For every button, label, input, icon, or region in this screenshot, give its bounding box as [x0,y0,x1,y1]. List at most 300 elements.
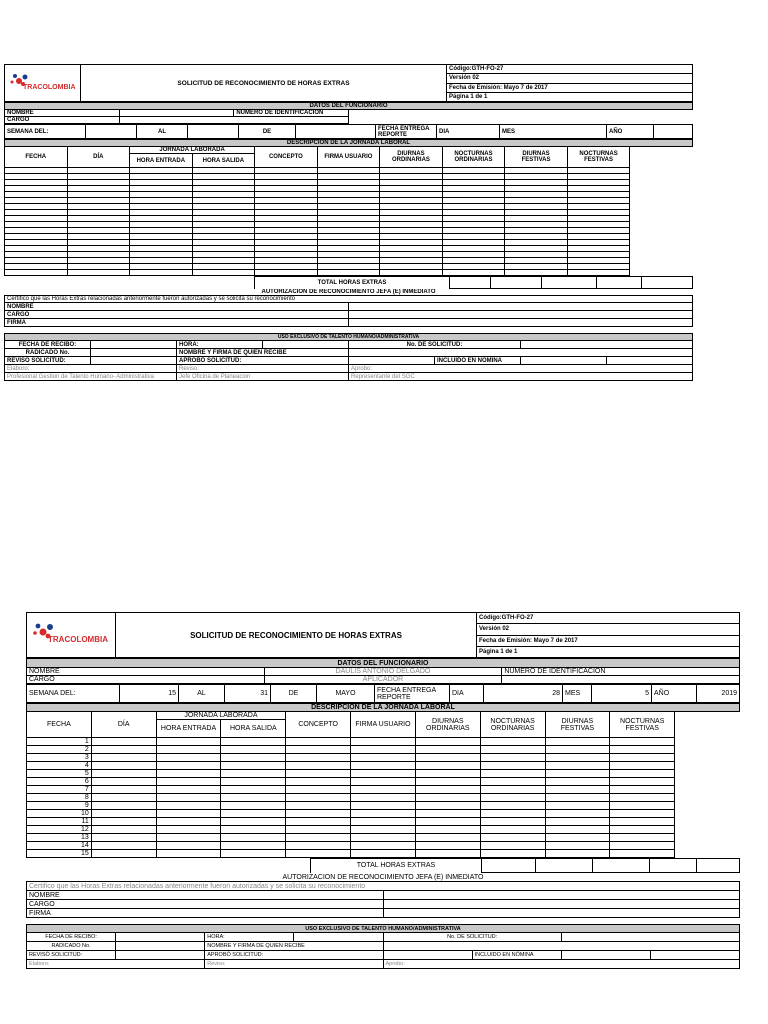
table-cell[interactable] [610,762,675,770]
table-cell[interactable] [545,826,610,834]
table-cell[interactable] [192,270,255,276]
table-cell[interactable] [221,850,286,858]
label-dia: DIA [437,125,500,139]
form2-jefe-firma[interactable] [383,909,740,918]
label-anio: AÑO [607,125,654,139]
table-cell[interactable] [415,842,480,850]
table-cell[interactable] [415,754,480,762]
label-hora: HORA: [177,341,263,349]
table-cell[interactable] [91,786,156,794]
logo2 [27,613,116,658]
table-cell[interactable] [610,738,675,746]
form2-label-hora: HORA: [205,933,294,942]
table-cell[interactable] [156,778,221,786]
row-number[interactable]: 15 [27,850,92,858]
total-nocturnas-fest[interactable] [642,277,693,289]
table-cell[interactable] [91,778,156,786]
form2-id-value[interactable] [502,676,740,684]
label-semana: SEMANA DEL: [5,125,86,139]
table-cell[interactable] [221,786,286,794]
table-cell[interactable] [610,794,675,802]
table-cell[interactable] [480,778,545,786]
form2-label-nombre-firma: NOMBRE Y FIRMA DE QUIEN RECIBE [205,942,383,951]
table-cell[interactable] [567,270,630,276]
table-cell[interactable] [545,778,610,786]
table-cell[interactable] [91,834,156,842]
table-cell[interactable] [91,850,156,858]
table-cell[interactable] [415,834,480,842]
table-cell[interactable] [156,818,221,826]
table-cell[interactable] [545,786,610,794]
table-cell[interactable] [480,794,545,802]
table-cell[interactable] [286,826,351,834]
table-cell[interactable] [91,802,156,810]
incluido-no[interactable] [607,357,693,365]
table-cell[interactable] [480,770,545,778]
table-cell[interactable] [610,842,675,850]
col-dia: DÍA [67,147,130,168]
semana-row [4,124,693,139]
table-cell[interactable] [610,826,675,834]
form2-col-dia: DÍA [91,712,156,738]
total-nocturnas-ord[interactable] [542,277,597,289]
label-jefe-firma: FIRMA [5,319,349,327]
table-cell[interactable] [351,770,416,778]
table-cell[interactable] [286,770,351,778]
blank-form [4,64,693,381]
table-cell[interactable] [351,778,416,786]
table-cell[interactable] [415,818,480,826]
table-cell[interactable] [545,834,610,842]
table-cell[interactable] [610,778,675,786]
table-cell[interactable] [545,850,610,858]
table-cell[interactable] [156,826,221,834]
form2-col-nocturnas-festivas: NOCTURNAS FESTIVAS [610,712,675,738]
table-row [27,794,740,802]
form2-uso [26,924,740,969]
table-cell[interactable] [221,754,286,762]
row-number[interactable]: 1 [27,738,92,746]
col-nocturnas-ordinarias: NOCTURNAS ORDINARIAS [442,147,505,168]
row-number[interactable]: 13 [27,834,92,842]
form2-label-aprobo-sig: Aprobo: [383,960,740,969]
table-cell[interactable] [415,738,480,746]
label-incluido: INCLUIDO EN NÓMINA [435,357,521,365]
form2-label-fecha-entrega: FECHA ENTREGA REPORTE [375,685,450,703]
table-cell[interactable] [545,794,610,802]
table-cell[interactable] [286,762,351,770]
table-row [27,810,740,818]
label-fecha-entrega: FECHA ENTREGA REPORTE [376,125,437,139]
label-aprobo-sig: Aprobo: [349,365,693,373]
form2-anio-value[interactable]: 2019 [697,685,740,703]
form2-total [26,858,740,873]
form2-total-diurnas-fest[interactable] [650,859,697,873]
meta-code: Código:GTH-FO-27 [447,65,693,74]
table-row [27,762,740,770]
datos-funcionario [4,102,693,124]
cargo-field[interactable] [119,117,348,124]
form2-semana [26,684,740,703]
table-cell[interactable] [286,834,351,842]
table-cell[interactable] [351,850,416,858]
form2-section-datos: DATOS DEL FUNCIONARIO [27,659,740,668]
table-cell[interactable] [351,746,416,754]
table-cell[interactable] [610,754,675,762]
table-cell[interactable] [286,786,351,794]
col-diurnas-festivas: DIURNAS FESTIVAS [505,147,568,168]
table-cell[interactable] [480,738,545,746]
table-cell[interactable] [91,794,156,802]
table-cell[interactable] [156,762,221,770]
form-header [4,64,693,102]
table-cell[interactable] [286,746,351,754]
aprobo-field[interactable] [349,357,435,365]
table-cell[interactable] [480,802,545,810]
form2-label-id: NUMERO DE IDENTIFICACION [502,668,740,676]
logo-text: TRACOLOMBIA [23,84,76,91]
form2-radicado[interactable] [116,942,205,951]
form2-header [26,612,740,658]
filled-form [26,612,740,969]
meta-page: Página 1 de 1 [447,92,693,101]
table-cell[interactable] [610,834,675,842]
table-cell[interactable] [351,762,416,770]
table-cell[interactable] [610,850,675,858]
table-cell[interactable] [442,270,505,276]
table-cell[interactable] [91,810,156,818]
col-hora-entrada: HORA ENTRADA [130,154,193,168]
form2-mes-semana[interactable]: MAYO [317,685,375,703]
form2-datos [26,658,740,684]
row-number[interactable]: 12 [27,826,92,834]
table-cell[interactable] [156,786,221,794]
row-number[interactable]: 3 [27,754,92,762]
col-firma-usuario: FIRMA USUARIO [317,147,380,168]
form2-total-nocturnas-fest[interactable] [697,859,740,873]
table-cell[interactable] [480,786,545,794]
row-number[interactable]: 9 [27,802,92,810]
table-cell[interactable] [351,842,416,850]
hora-field[interactable] [263,341,349,349]
form2-section-uso: USO EXCLUSIVO DE TALENTO HUMANO/ADMINISTRATIVA [27,925,740,933]
form2-no-solicitud[interactable] [561,933,739,942]
table-cell[interactable] [156,850,221,858]
table-cell[interactable] [415,802,480,810]
total-spacer [4,277,255,289]
row-number[interactable]: 4 [27,762,92,770]
form2-semana-al[interactable]: 31 [225,685,271,703]
table-cell[interactable] [255,270,318,276]
form2-col-diurnas-ordinarias: DIURNAS ORDINARIAS [415,712,480,738]
row-number[interactable]: 8 [27,794,92,802]
meta-date: Fecha de Emisión: Mayo 7 de 2017 [447,83,693,92]
jornada-table [4,139,693,276]
form2-jefe-nombre[interactable] [383,891,740,900]
table-cell[interactable] [480,746,545,754]
form2-hora[interactable] [294,933,383,942]
label-nombre: NOMBRE [5,110,120,117]
table-row [27,802,740,810]
table-cell[interactable] [610,746,675,754]
no-solicitud-field[interactable] [521,341,693,349]
nombre-firma-field[interactable] [349,349,693,357]
table-cell[interactable] [545,842,610,850]
table-cell[interactable] [91,762,156,770]
autorizacion [4,289,693,327]
table-cell[interactable] [221,842,286,850]
elaboro-name: Profesional Gestion de Talento Humano- Administrativa [5,373,177,381]
form2-col-firma-usuario: FIRMA USUARIO [351,712,416,738]
meta2-date: Fecha de Emisión: Mayo 7 de 2017 [477,635,740,646]
form2-col-jornada: JORNADA LABORADA [156,712,286,720]
table-row [27,754,740,762]
form2-label-no-solicitud: No. DE SOLICITUD: [383,933,561,942]
table-cell[interactable] [286,738,351,746]
fecha-recibo-field[interactable] [91,341,177,349]
form2-col-nocturnas-ordinarias: NOCTURNAS ORDINARIAS [480,712,545,738]
table-cell[interactable] [545,802,610,810]
table-cell[interactable] [480,850,545,858]
form2-fecha-recibo[interactable] [116,933,205,942]
table-cell[interactable] [351,810,416,818]
semana-del-field[interactable] [86,125,137,139]
table-cell[interactable] [351,802,416,810]
row-number[interactable]: 14 [27,842,92,850]
table-cell[interactable] [286,794,351,802]
label-aprobo: APROBÓ SOLICITUD: [177,357,349,365]
label-jefe-cargo: CARGO [5,311,349,319]
label-reviso: REVISÓ SOLICITUD: [5,357,91,365]
incluido-si[interactable] [521,357,607,365]
form2-total-diurnas-ord[interactable] [536,859,593,873]
table-cell[interactable] [480,826,545,834]
form2-label-nombre: NOMBRE [27,668,265,676]
table-cell[interactable] [156,738,221,746]
form2-total-firma[interactable] [482,859,536,873]
form2-mes-value[interactable]: 5 [592,685,652,703]
table-cell[interactable] [351,794,416,802]
table-cell[interactable] [351,834,416,842]
table-cell[interactable] [156,842,221,850]
meta-version: Versión 02 [447,74,693,83]
table-cell[interactable] [221,770,286,778]
form2-col-hora-entrada: HORA ENTRADA [156,720,221,738]
nombre-field[interactable] [119,110,234,117]
row-number[interactable]: 2 [27,746,92,754]
row-number[interactable]: 6 [27,778,92,786]
table-cell[interactable] [415,770,480,778]
table-cell[interactable] [415,762,480,770]
table-cell[interactable] [480,834,545,842]
total-firma[interactable] [450,277,491,289]
form2-incluido-no[interactable] [650,951,739,960]
form2-col-concepto: CONCEPTO [286,712,351,738]
table-cell[interactable] [5,270,68,276]
table-cell[interactable] [221,818,286,826]
form2-jefe-cargo[interactable] [383,900,740,909]
table-cell[interactable] [480,842,545,850]
total-diurnas-fest[interactable] [597,277,642,289]
total-diurnas-ord[interactable] [491,277,542,289]
table-cell[interactable] [286,810,351,818]
form2-nombre-firma[interactable] [383,942,740,951]
table-cell[interactable] [286,802,351,810]
table-row [27,738,740,746]
form2-total-nocturnas-ord[interactable] [593,859,650,873]
form2-label-mes: MES [563,685,592,703]
table-cell[interactable] [91,842,156,850]
table-cell[interactable] [156,802,221,810]
label-radicado: RADICADO No. [5,349,91,357]
row-number[interactable]: 5 [27,770,92,778]
form2-cargo-value[interactable]: APLICADOR [264,676,502,684]
jefe-cargo-field[interactable] [349,311,693,319]
form2-title: SOLICITUD DE RECONOCIMIENTO DE HORAS EXTRAS [116,613,477,658]
table-cell[interactable] [91,754,156,762]
table-cell[interactable] [351,786,416,794]
table-cell[interactable] [156,754,221,762]
table-cell[interactable] [286,842,351,850]
table-cell[interactable] [221,746,286,754]
table-cell[interactable] [610,770,675,778]
table-cell[interactable] [480,810,545,818]
meta2-page: Página 1 de 1 [477,646,740,657]
form2-label-aprobo: APROBÓ SOLICITUD: [205,951,383,960]
table-cell[interactable] [480,754,545,762]
form2-label-elaboro: Elaboro: [27,960,205,969]
form2-col-hora-salida: HORA SALIDA [221,720,286,738]
form2-label-reviso-sig: Reviso: [205,960,383,969]
anio-field[interactable] [654,125,693,139]
table-cell[interactable] [415,826,480,834]
form2-total-label: TOTAL HORAS EXTRAS [311,859,482,873]
table-cell[interactable] [156,770,221,778]
table-cell[interactable] [286,850,351,858]
form2-aprobo[interactable] [383,951,472,960]
form2-dia-value[interactable]: 28 [484,685,563,703]
table-cell[interactable] [156,810,221,818]
form2-label-anio: AÑO [652,685,697,703]
table-cell[interactable] [545,762,610,770]
table-cell[interactable] [610,802,675,810]
table-cell[interactable] [505,270,568,276]
table-cell[interactable] [545,754,610,762]
form2-incluido-si[interactable] [561,951,650,960]
table-cell[interactable] [221,778,286,786]
table-cell[interactable] [545,810,610,818]
table-cell[interactable] [221,794,286,802]
table-row [27,818,740,826]
col-concepto: CONCEPTO [255,147,318,168]
table-cell[interactable] [221,834,286,842]
jefe-firma-field[interactable] [349,319,693,327]
jefe-nombre-field[interactable] [349,303,693,311]
label-nombre-firma: NOMBRE Y FIRMA DE QUIEN RECIBE [177,349,349,357]
meta2-version: Versión 02 [477,624,740,635]
table-cell[interactable] [351,826,416,834]
form2-label-jefe-firma: FIRMA [27,909,384,918]
col-hora-salida: HORA SALIDA [192,154,255,168]
form2-certifico-text: Certifico que las Horas Extras relacionadas anteriormente fueron autorizadas y se solicita su reconocimiento [27,882,740,891]
table-cell[interactable] [610,818,675,826]
table-cell[interactable] [221,826,286,834]
table-cell[interactable] [221,802,286,810]
table-cell[interactable] [91,770,156,778]
table-cell[interactable] [221,762,286,770]
table-cell[interactable] [91,746,156,754]
table-cell[interactable] [545,770,610,778]
table-cell[interactable] [91,818,156,826]
table-cell[interactable] [221,738,286,746]
table-cell[interactable] [91,826,156,834]
section-autorizacion: AUTORIZACION DE RECONOCIMIENTO JEFA (E) INMEDIATO [261,289,436,295]
table-cell[interactable] [286,778,351,786]
form2-label-fecha-recibo: FECHA DE RECIBO: [27,933,116,942]
certifico-text: Certifico que las Horas Extras relacionadas anteriormente fueron autorizadas y se solicita su reconocimiento [5,296,693,303]
table-cell[interactable] [221,810,286,818]
table-cell[interactable] [480,762,545,770]
table-row [27,778,740,786]
table-cell[interactable] [286,754,351,762]
table-cell[interactable] [380,270,443,276]
table-cell[interactable] [156,794,221,802]
form2-label-dia: DIA [450,685,484,703]
form-title: SOLICITUD DE RECONOCIMIENTO DE HORAS EXTRAS [81,65,447,102]
radicado-field[interactable] [91,349,177,357]
table-cell[interactable] [415,850,480,858]
table-cell[interactable] [545,818,610,826]
table-cell[interactable] [286,818,351,826]
form2-label-de: DE [271,685,317,703]
semana-mes-field[interactable] [296,125,376,139]
table-cell[interactable] [317,270,380,276]
table-cell[interactable] [415,786,480,794]
table-cell[interactable] [610,810,675,818]
table-cell[interactable] [156,746,221,754]
form2-semana-del[interactable]: 15 [120,685,179,703]
table-cell[interactable] [480,818,545,826]
table-cell[interactable] [415,746,480,754]
label-cargo: CARGO [5,117,120,124]
semana-al-field[interactable] [188,125,239,139]
table-cell[interactable] [91,738,156,746]
row-number[interactable]: 11 [27,818,92,826]
row-number[interactable]: 10 [27,810,92,818]
table-cell[interactable] [545,738,610,746]
form2-label-al: AL [179,685,225,703]
reviso-field[interactable] [91,357,177,365]
form2-nombre-value[interactable]: DAULIS ANTONIO DELGADO [264,668,502,676]
table-cell[interactable] [545,746,610,754]
label-mes: MES [500,125,607,139]
table-cell[interactable] [67,270,130,276]
table-cell[interactable] [156,834,221,842]
row-number[interactable]: 7 [27,786,92,794]
section-descripcion: DESCRIPCION DE LA JORNADA LABORAL [5,140,693,147]
form2-reviso[interactable] [116,951,205,960]
table-cell[interactable] [351,818,416,826]
table-cell[interactable] [415,810,480,818]
table-cell[interactable] [610,786,675,794]
aprobo-name: Representante del SGC [349,373,693,381]
label-jefe-nombre: NOMBRE [5,303,349,311]
table-cell[interactable] [130,270,193,276]
table-cell[interactable] [415,778,480,786]
table-cell[interactable] [351,738,416,746]
table-cell[interactable] [351,754,416,762]
table-cell[interactable] [415,794,480,802]
